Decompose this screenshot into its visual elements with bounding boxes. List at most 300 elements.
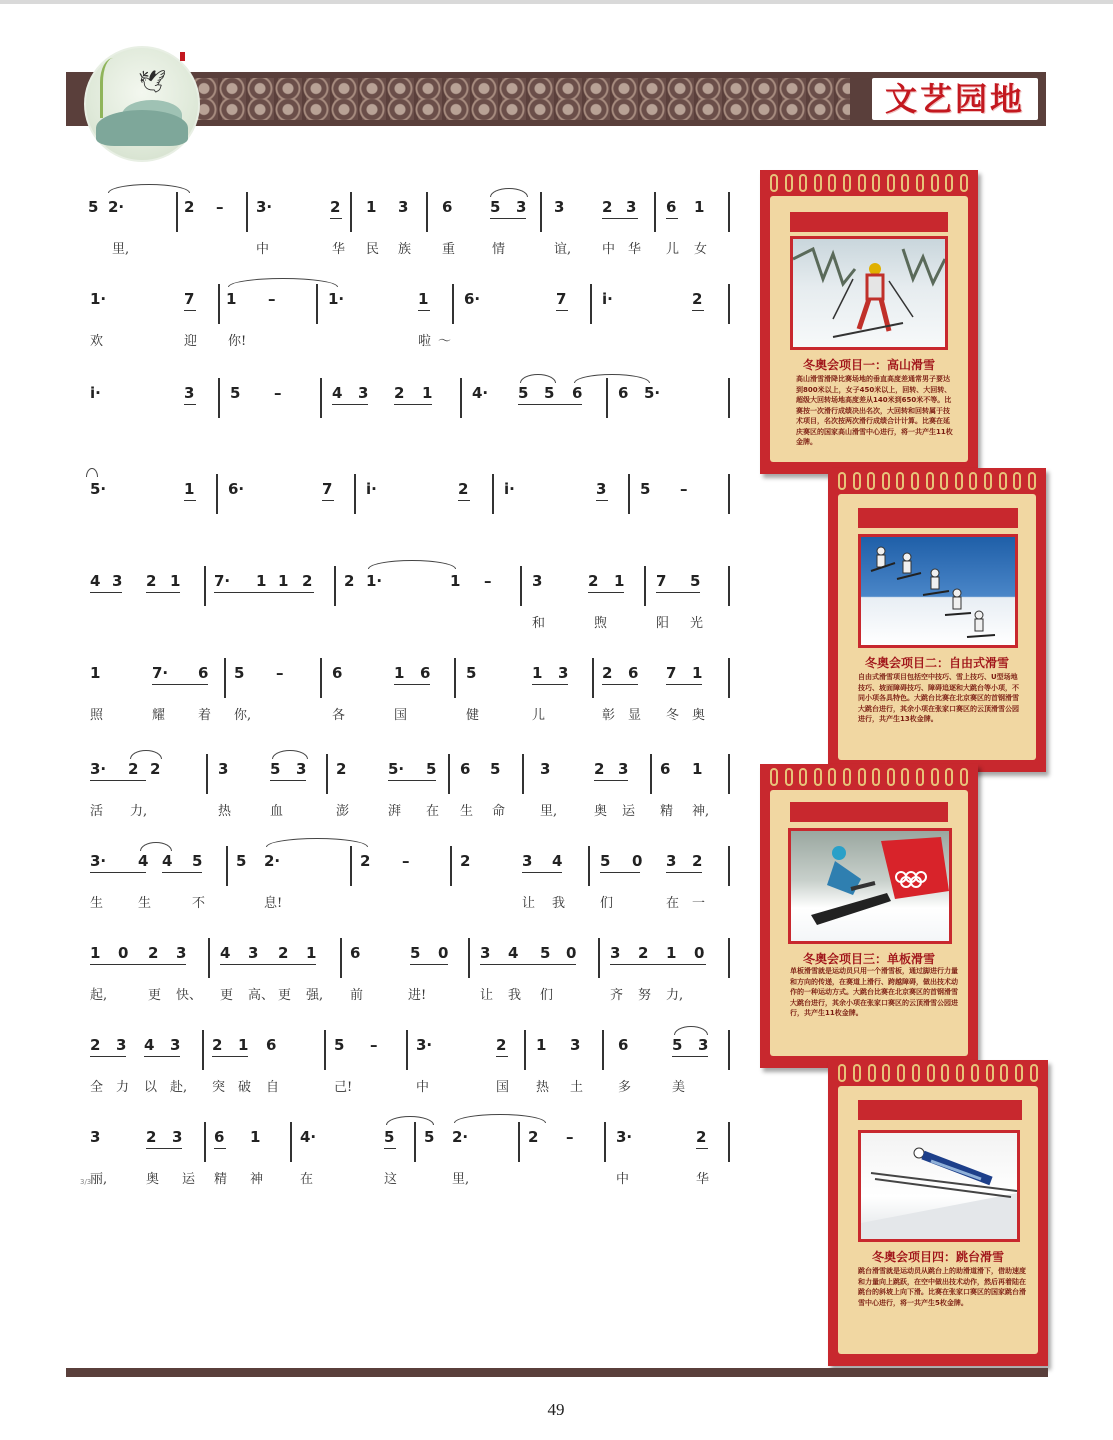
note: 5 [192,852,203,870]
note: 3 [184,384,195,402]
note: 1 [256,572,267,590]
note: 3 [532,572,543,590]
note: – [276,664,284,682]
note: 7 [656,572,667,590]
note: 2 [638,944,649,962]
lyric: 己! [334,1080,353,1095]
note: 2 [594,760,605,778]
note: 3 [398,198,409,216]
lyric: 突 [212,1080,226,1095]
lyric: 土 [570,1080,584,1095]
lyric: 迎 [184,334,198,349]
note: 7 [666,664,677,682]
continuation-mark: 3/3 [80,1178,92,1186]
note: 1 [614,572,625,590]
lyric: 彰 [602,708,616,723]
lyric: 显 [628,708,642,723]
lyric: 里, [540,804,558,819]
lyric: 在 [426,804,440,819]
lyric: 们 [600,896,614,911]
note: i· [504,480,515,498]
note: – [402,852,410,870]
note: 6· [228,480,245,498]
lyric-line [88,1168,738,1188]
lyric: 我 [508,988,522,1003]
note-line [88,290,738,320]
note: 2 [588,572,599,590]
lyric: 在 [300,1172,314,1187]
note: 5 [640,480,651,498]
card-title: 冬奥会项目四：跳台滑雪 [871,1250,1004,1264]
lyric: 不 [192,896,206,911]
lyric: 赴, [170,1080,188,1095]
note: 5 [270,760,281,778]
note: 3 [522,852,533,870]
note: 5 [490,760,501,778]
note: 5· [644,384,661,402]
ski-jumper-photo [858,1130,1020,1242]
lyric: 美 [672,1080,686,1095]
note: 5 [690,572,701,590]
note: 3 [698,1036,709,1054]
note: 2 [460,852,471,870]
note: 5 [88,198,99,216]
note: 5 [600,852,611,870]
note-line [88,944,738,974]
note: 3 [596,480,607,498]
lyric: 你! [228,334,247,349]
lyric-line [88,330,738,350]
note: 3 [176,944,187,962]
note: 2 [692,290,703,308]
note: 3 [170,1036,181,1054]
note: 3 [540,760,551,778]
lyric: 里, [112,242,130,257]
note-line [88,1036,738,1066]
note: 5 [426,760,437,778]
spiral-binding-icon [838,472,1036,494]
note: 5 [424,1128,435,1146]
lyric: 生 [460,804,474,819]
note-line [88,384,738,414]
note-line [88,852,738,882]
note: 3 [554,198,565,216]
lyric: 丽, [90,1172,108,1187]
lyric: 起, [90,988,108,1003]
note: 5 [540,944,551,962]
note: 6 [350,944,361,962]
note: 3 [172,1128,183,1146]
red-seal-icon [180,52,185,61]
lyric: 煦 [594,616,608,631]
lyric-line [88,984,738,1004]
note: 2 [528,1128,539,1146]
lyric: ～ [438,334,452,349]
note: 1 [306,944,317,962]
note: 1 [184,480,195,498]
note: 5 [518,384,529,402]
note: 1 [250,1128,261,1146]
lyric: 谊, [554,242,572,257]
note: 5 [672,1036,683,1054]
note: 1· [366,572,383,590]
lyric: 各 [332,708,346,723]
card-header-bar [790,212,948,232]
lyric: 多 [618,1080,632,1095]
note: 5 [544,384,555,402]
spiral-binding-icon [838,1064,1038,1086]
note: 2 [212,1036,223,1054]
lyric: 奥 [692,708,706,723]
lyric: 更 [148,988,162,1003]
note: 6 [618,384,629,402]
note-line [88,760,738,790]
lyric: 神 [250,1172,264,1187]
header-ornament-pattern [190,78,850,120]
note: 5 [410,944,421,962]
lyric: 啦 [418,334,432,349]
note: 6 [420,664,431,682]
note: 1· [328,290,345,308]
footer-band [66,1368,1048,1377]
note: 3 [358,384,369,402]
lyric: 高、 [248,988,275,1003]
note: 2 [458,480,469,498]
note: 1 [278,572,289,590]
note: 2 [302,572,313,590]
note: 4· [300,1128,317,1146]
note: 7· [152,664,169,682]
note: 3 [558,664,569,682]
lyric: 让 [480,988,494,1003]
note: 1 [238,1036,249,1054]
note: 4 [144,1036,155,1054]
lyric: 女 [694,242,708,257]
card-header-bar [858,1100,1022,1120]
note: 5 [230,384,241,402]
lyric: 华 [332,242,346,257]
card-alpine-skiing [760,170,978,474]
lyric: 快、 [176,988,203,1003]
note: 1 [536,1036,547,1054]
note: – [484,572,492,590]
note: 2 [150,760,161,778]
note: 3 [90,1128,101,1146]
lyric-line [88,612,738,632]
note: – [680,480,688,498]
lyric: 在 [666,896,680,911]
lyric: 华 [696,1172,710,1187]
note: 2 [148,944,159,962]
lyric: 国 [496,1080,510,1095]
note: 7 [556,290,567,308]
section-title-box [872,78,1038,120]
lyric: 你, [234,708,252,723]
note: 5· [90,480,107,498]
lyric-line [88,704,738,724]
freestyle-skier-photo [858,534,1018,648]
note: 4 [90,572,101,590]
note: 4· [472,384,489,402]
note: 3 [610,944,621,962]
lyric: 族 [398,242,412,257]
note: – [274,384,282,402]
note: 1 [90,664,101,682]
note: 4 [220,944,231,962]
lyric: 息! [264,896,283,911]
lyric: 精 [214,1172,228,1187]
note: 2 [330,198,341,216]
note: 3 [218,760,229,778]
note: 4 [162,852,173,870]
note-line [88,572,738,602]
landscape-emblem-icon: 🕊 [84,46,200,162]
note: 3 [618,760,629,778]
note: 3 [116,1036,127,1054]
note: 2 [278,944,289,962]
lyric: 全 [90,1080,104,1095]
card-header-bar [858,508,1018,528]
note: 3 [570,1036,581,1054]
note: 2 [496,1036,507,1054]
note: 6 [660,760,671,778]
note: 5 [490,198,501,216]
snowboarder-photo [788,828,952,944]
lyric: 血 [270,804,284,819]
note: 4 [332,384,343,402]
lyric: 生 [138,896,152,911]
note: 1 [418,290,429,308]
lyric: 力 [116,1080,130,1095]
note: 0 [118,944,129,962]
card-freestyle-skiing [828,468,1046,772]
lyric-line [88,800,738,820]
lyric: 更 [220,988,234,1003]
note: 0 [438,944,449,962]
note: 2· [264,852,281,870]
note: 1 [170,572,181,590]
note: 3· [256,198,273,216]
spiral-binding-icon [770,768,968,790]
lyric: 奥 [146,1172,160,1187]
note: 1 [692,760,703,778]
lyric: 着 [198,708,212,723]
card-body: 跳台滑雪就是运动员从跳台上的助滑道滑下，借助速度和力量向上跳跃，在空中做出技术动作，然后再着陆在跳台的斜坡上向下滑。比赛在张家口赛区的国家跳台滑雪中心进行，将一共产生5枚金牌。 [858,1267,1026,1307]
note: 3· [90,760,107,778]
note: 2· [452,1128,469,1146]
lyric: 中 [416,1080,430,1095]
note-line [88,664,738,694]
lyric: 中 [602,242,616,257]
note: 2 [394,384,405,402]
note: 6 [214,1128,225,1146]
note: 3 [626,198,637,216]
note: 1 [394,664,405,682]
lyric: 民 [366,242,380,257]
note: 1 [666,944,677,962]
lyric: 一 [692,896,706,911]
page-number: 49 [547,1400,565,1419]
note: 3 [480,944,491,962]
card-snowboard [760,764,978,1068]
note: 6 [198,664,209,682]
note-line [88,480,738,510]
note: 5 [334,1036,345,1054]
lyric: 湃 [388,804,402,819]
lyric: 阳 [656,616,670,631]
note: 1 [90,944,101,962]
note: 2 [602,198,613,216]
lyric: 让 [522,896,536,911]
lyric: 力, [130,804,148,819]
lyric: 破 [238,1080,252,1095]
lyric: 澎 [336,804,350,819]
note: i· [366,480,377,498]
lyric: 生 [90,896,104,911]
note: 7 [184,290,195,308]
note-line [88,1128,738,1158]
lyric: 华 [628,242,642,257]
lyric: 命 [492,804,506,819]
note: 3· [416,1036,433,1054]
lyric: 欢 [90,334,104,349]
note: 5 [384,1128,395,1146]
note: – [370,1036,378,1054]
note: 2 [360,852,371,870]
note: 3· [616,1128,633,1146]
note: 1 [532,664,543,682]
note: 2 [344,572,355,590]
lyric: 热 [536,1080,550,1095]
note: 1 [694,198,705,216]
lyric: 运 [182,1172,196,1187]
note: 3 [666,852,677,870]
lyric: 们 [540,988,554,1003]
note: 3 [296,760,307,778]
lyric: 以 [144,1080,158,1095]
note: 6 [572,384,583,402]
note: 4 [138,852,149,870]
note: 1 [422,384,433,402]
note: – [216,198,224,216]
lyric: 活 [90,804,104,819]
note: 3· [90,852,107,870]
lyric: 中 [256,242,270,257]
note: 7· [214,572,231,590]
section-title: 文艺园地 [884,80,1025,118]
lyric: 中 [616,1172,630,1187]
lyric: 自 [266,1080,280,1095]
note: 2· [108,198,125,216]
note: 6 [332,664,343,682]
card-title: 冬奥会项目三：单板滑雪 [802,952,935,966]
note: 5 [234,664,245,682]
top-border [0,0,1113,4]
lyric: 努 [638,988,652,1003]
note: 1· [90,290,107,308]
note: i· [602,290,613,308]
lyric: 国 [394,708,408,723]
lyric: 健 [466,708,480,723]
lyric: 神, [692,804,710,819]
note: 3 [112,572,123,590]
note: – [566,1128,574,1146]
lyric: 儿 [532,708,546,723]
lyric: 里, [452,1172,470,1187]
lyric: 儿 [666,242,680,257]
lyric: 热 [218,804,232,819]
note: 2 [146,1128,157,1146]
note: 2 [184,198,195,216]
lyric: 运 [622,804,636,819]
alpine-skier-photo [790,236,948,350]
note: 6 [460,760,471,778]
note: 5· [388,760,405,778]
note: 0 [632,852,643,870]
card-title: 冬奥会项目一：高山滑雪 [802,358,935,372]
lyric: 照 [90,708,104,723]
note: 6 [666,198,677,216]
lyric: 奥 [594,804,608,819]
note: 1 [226,290,237,308]
note: 7 [322,480,333,498]
card-header-bar [790,802,948,822]
note: 1 [692,664,703,682]
note: 6 [266,1036,277,1054]
note: 2 [128,760,139,778]
lyric-line [88,892,738,912]
lyric: 强, [306,988,324,1003]
note: – [268,290,276,308]
lyric-line [88,1076,738,1096]
spiral-binding-icon [770,174,968,196]
lyric: 前 [350,988,364,1003]
lyric: 这 [384,1172,398,1187]
card-body: 自由式滑雪项目包括空中技巧、雪上技巧、U型场地技巧、坡面障碍技巧、障碍追逐和大跳台等小项，不同小项各具特色。大跳台比赛在北京赛区的首钢滑雪大跳台进行，其余小项在张家口赛区的云顶滑雪公园进行，共产生13枚金牌。 [858,673,1019,723]
note: 3 [516,198,527,216]
lyric: 更 [278,988,292,1003]
note: 2 [696,1128,707,1146]
note: i· [90,384,101,402]
note: 6· [464,290,481,308]
lyric: 和 [532,616,546,631]
lyric-line [88,238,738,258]
lyric: 进! [408,988,427,1003]
lyric: 齐 [610,988,624,1003]
lyric: 精 [660,804,674,819]
lyric: 冬 [666,708,680,723]
lyric: 重 [442,242,456,257]
note: 5 [466,664,477,682]
card-body: 单板滑雪就是运动员只用一个滑雪板，通过脚进行力量和方向的传递，在赛道上滑行、跨越障碍，做出技术动作的一种运动方式。大跳台比赛在北京赛区的首钢滑雪大跳台进行，其余小项在张家口赛区的云顶滑雪公园进行，共产生11枚金牌。 [790,967,958,1017]
note: 6 [442,198,453,216]
lyric: 情 [492,242,506,257]
note: 3 [248,944,259,962]
note: 2 [90,1036,101,1054]
lyric: 光 [690,616,704,631]
note: 0 [566,944,577,962]
lyric: 我 [552,896,566,911]
card-title: 冬奥会项目二：自由式滑雪 [864,656,1009,670]
note: 2 [692,852,703,870]
note: 5 [236,852,247,870]
note-line [88,198,738,228]
note: 2 [146,572,157,590]
note: 4 [508,944,519,962]
note: 6 [628,664,639,682]
note: 1 [366,198,377,216]
card-ski-jumping [828,1060,1048,1366]
